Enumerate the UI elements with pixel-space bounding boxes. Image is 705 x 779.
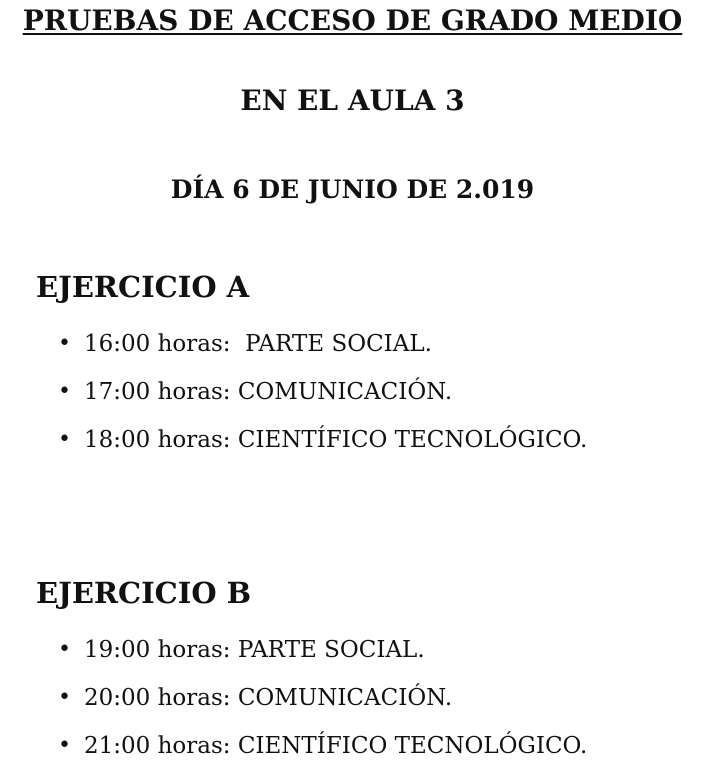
location-heading: EN EL AULA 3 (240, 84, 465, 117)
section-heading-ejercicio-a: EJERCICIO A (36, 270, 250, 304)
bullet-icon: • (58, 331, 71, 356)
list-item (0, 683, 587, 731)
list-item (0, 329, 587, 377)
list-item (0, 635, 587, 683)
bullet-icon: • (58, 733, 71, 758)
schedule-item-text: 18:00 horas: CIENTÍFICO TECNOLÓGICO. (84, 427, 588, 453)
schedule-item-text: 19:00 horas: PARTE SOCIAL. (84, 637, 425, 663)
list-item (0, 425, 587, 473)
bullet-icon: • (58, 379, 71, 404)
list-item (0, 377, 587, 425)
document-title: PRUEBAS DE ACCESO DE GRADO MEDIO (22, 4, 683, 37)
schedule-item-text: 17:00 horas: COMUNICACIÓN. (84, 379, 453, 405)
list-item (0, 731, 587, 779)
schedule-list-ejercicio-a (0, 329, 587, 473)
bullet-icon: • (58, 685, 71, 710)
bullet-icon: • (58, 427, 71, 452)
schedule-item-text: 16:00 horas: PARTE SOCIAL. (84, 331, 432, 357)
schedule-item-text: 21:00 horas: CIENTÍFICO TECNOLÓGICO. (84, 733, 588, 759)
date-heading: DÍA 6 DE JUNIO DE 2.019 (170, 175, 535, 204)
schedule-list-ejercicio-b (0, 635, 587, 779)
schedule-item-text: 20:00 horas: COMUNICACIÓN. (84, 685, 453, 711)
bullet-icon: • (58, 637, 71, 662)
section-heading-ejercicio-b: EJERCICIO B (36, 576, 252, 610)
